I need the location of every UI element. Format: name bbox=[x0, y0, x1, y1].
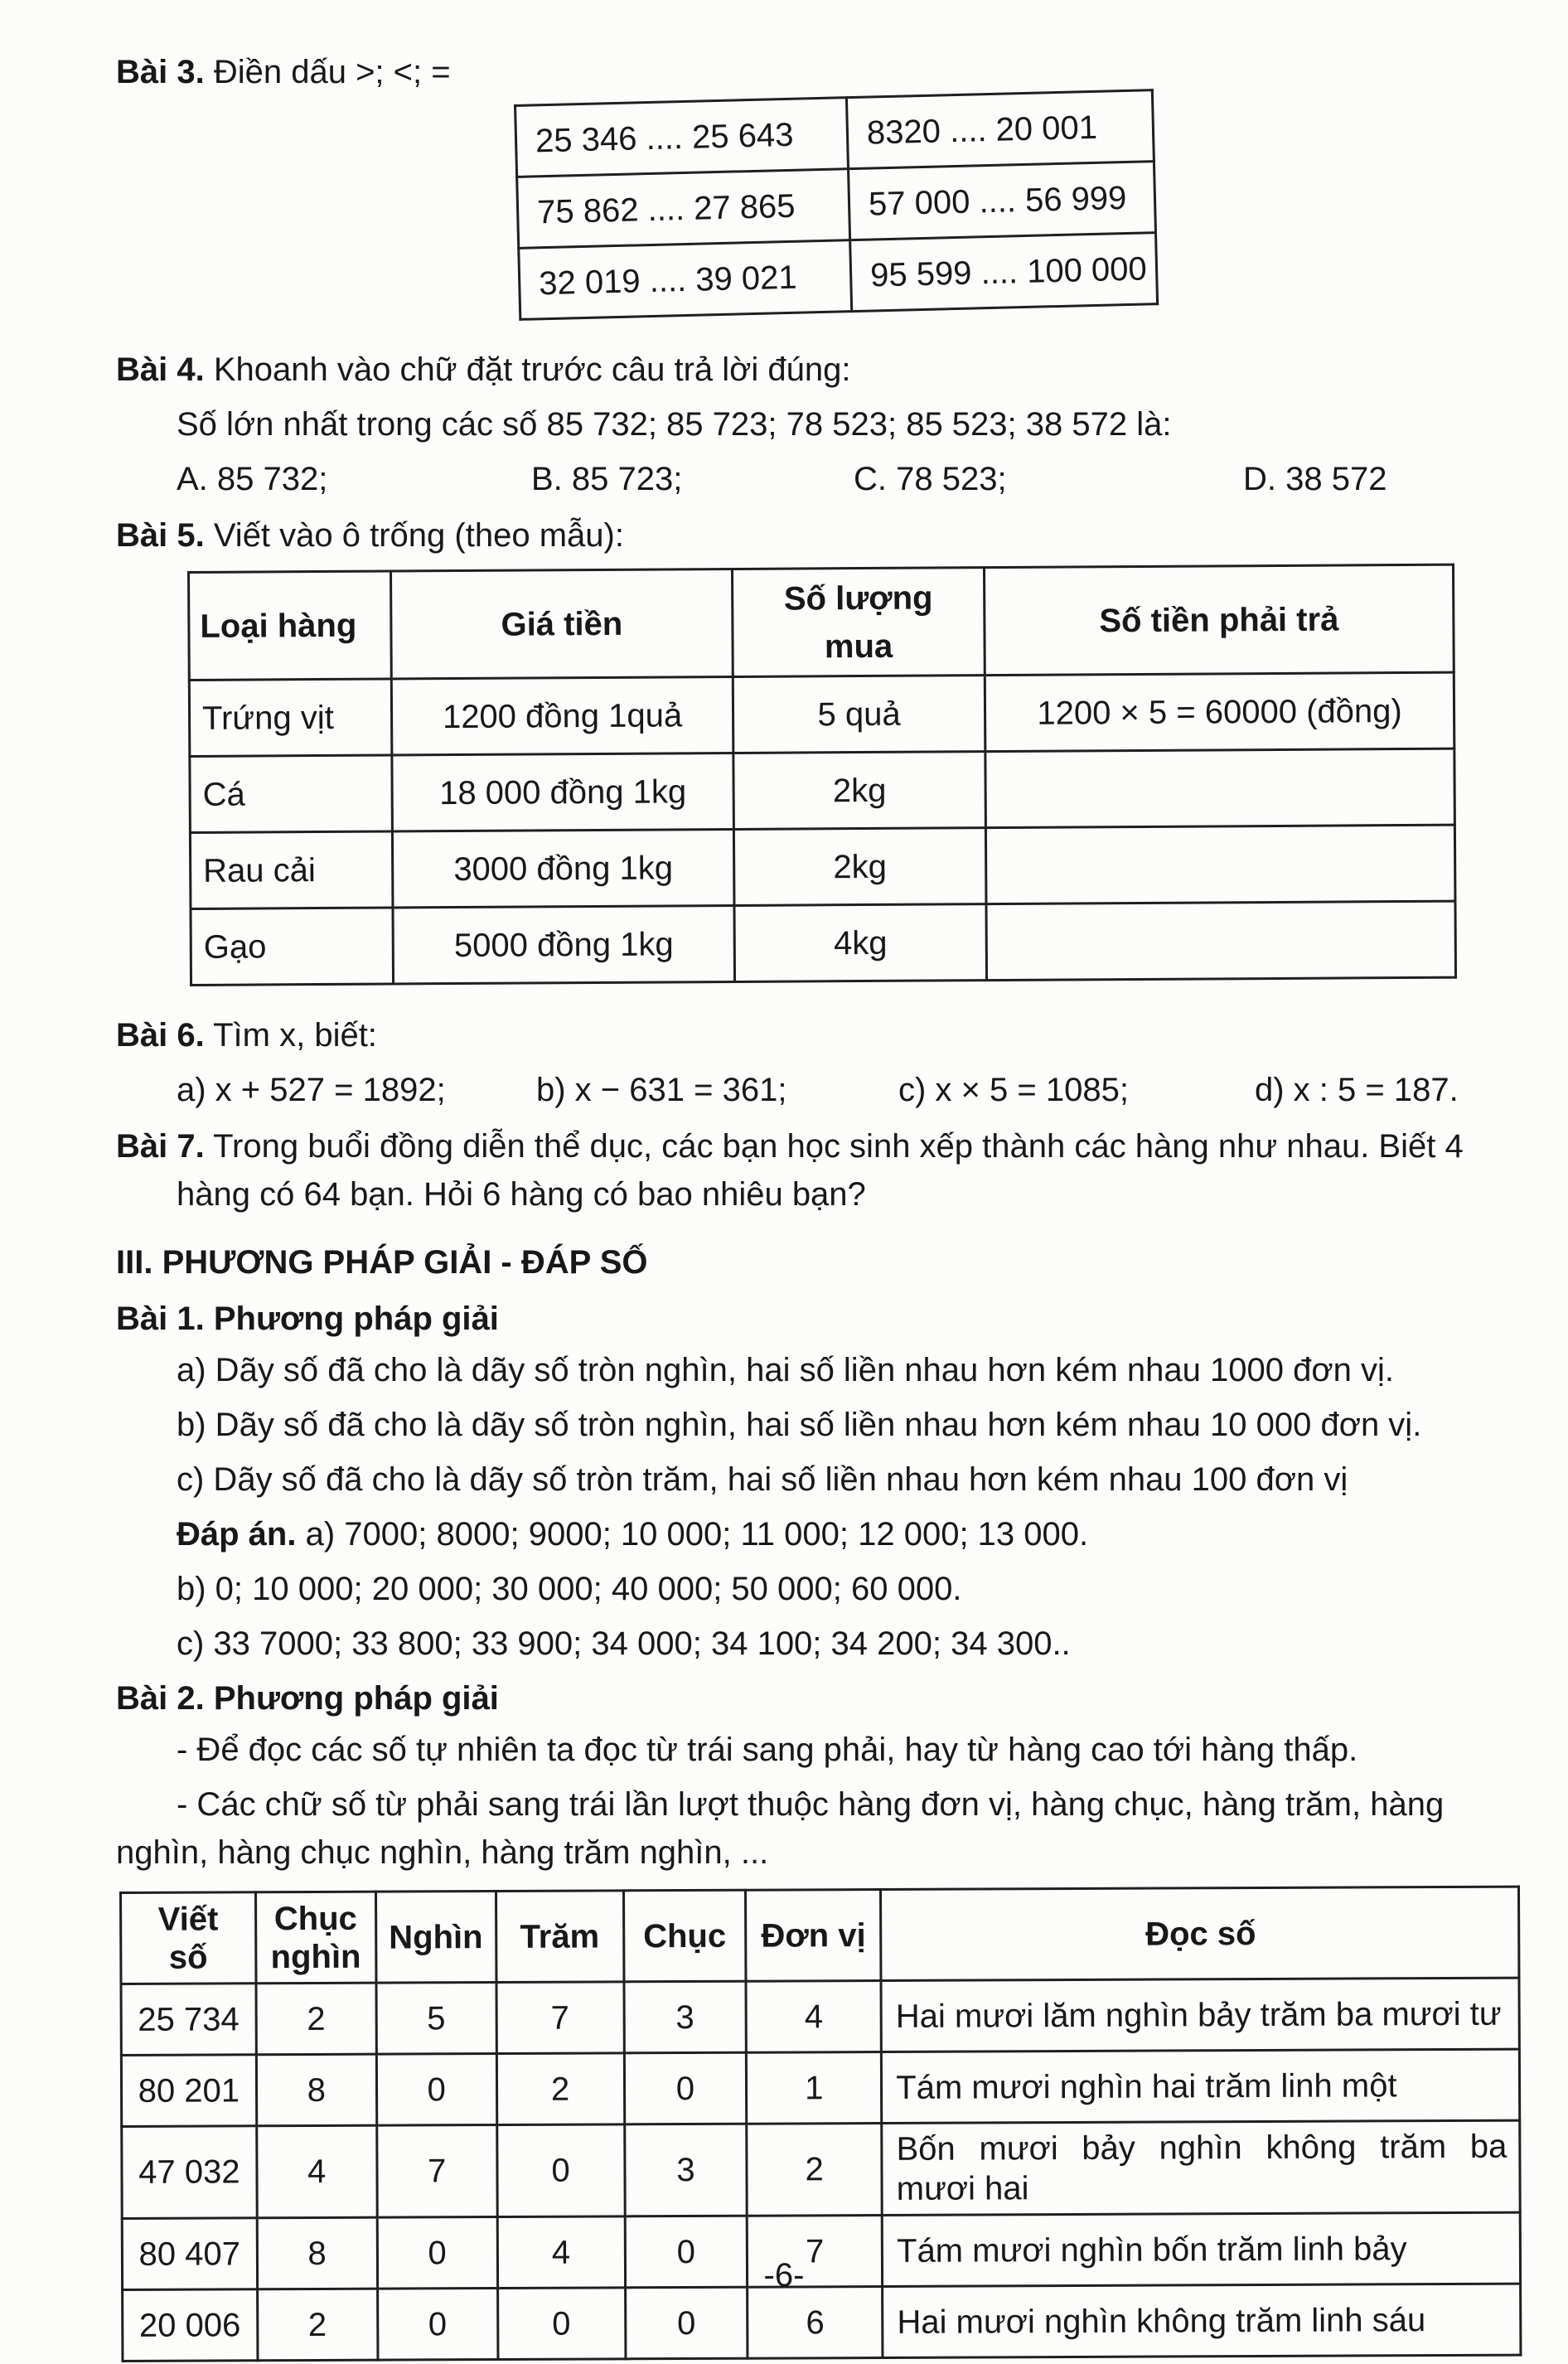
bai3-instruction: Điền dấu >; <; = bbox=[213, 54, 451, 90]
table-header-row bbox=[121, 1887, 1519, 1984]
digit-cell: 5 bbox=[376, 1983, 496, 2055]
item-cell: Cá bbox=[190, 755, 393, 832]
bai5-heading bbox=[116, 511, 1520, 560]
header-loai-hang: Loại hàng bbox=[189, 571, 392, 680]
digit-cell: 0 bbox=[496, 2124, 624, 2217]
total-cell bbox=[985, 825, 1455, 903]
table-row bbox=[191, 901, 1456, 985]
digit-cell: 7 bbox=[376, 2125, 496, 2218]
part-b: b) x − 631 = 361; bbox=[536, 1072, 787, 1108]
reading-cell: Hai mươi lăm nghìn bảy trăm ba mươi tư bbox=[881, 1978, 1519, 2052]
header-so-luong: Số lượng mua bbox=[732, 568, 985, 677]
option-b: B. 85 723; bbox=[531, 461, 683, 497]
digit-cell: 0 bbox=[624, 2052, 747, 2124]
price-cell: 18 000 đồng 1kg bbox=[392, 753, 734, 831]
digit-cell: 2 bbox=[257, 2289, 377, 2361]
bai7-title: Bài 7. bbox=[116, 1128, 205, 1165]
bai4-heading bbox=[116, 346, 1520, 394]
compare-cell: 32 019 .... 39 021 bbox=[519, 240, 852, 320]
compare-cell: 95 599 .... 100 000 bbox=[850, 233, 1158, 312]
bai6-instruction: Tìm x, biết: bbox=[213, 1017, 377, 1054]
digit-cell: 8 bbox=[256, 2054, 376, 2126]
qty-cell: 4kg bbox=[734, 904, 987, 982]
compare-cell: 57 000 .... 56 999 bbox=[849, 162, 1156, 240]
bai7-text: Trong buổi đồng diễn thể dục, các bạn học sinh xếp thành các hàng như nhau. Biết 4 hàng có 64 bạn. Hỏi 6 hàng có bao nhiêu bạn? bbox=[177, 1128, 1464, 1213]
compare-cell: 75 862 .... 27 865 bbox=[517, 169, 850, 249]
digit-cell: 0 bbox=[497, 2288, 625, 2360]
bai1-line-c: c) Dãy số đã cho là dãy số tròn trăm, hai số liền nhau hơn kém nhau 100 đơn vị bbox=[177, 1461, 1348, 1498]
bai3-title: Bài 3. bbox=[116, 54, 205, 90]
number-cell: 20 006 bbox=[123, 2289, 258, 2362]
bai2-line1: - Để đọc các số tự nhiên ta đọc từ trái sang phải, hay từ hàng cao tới hàng thấp. bbox=[177, 1732, 1358, 1768]
compare-cell: 8320 .... 20 001 bbox=[846, 90, 1154, 169]
table-row bbox=[189, 672, 1454, 756]
header-viet-so: Viết số bbox=[121, 1892, 256, 1984]
digit-cell: 1 bbox=[747, 2052, 882, 2124]
digit-cell: 6 bbox=[748, 2286, 883, 2358]
header-so-tien: Số tiền phải trả bbox=[984, 564, 1454, 675]
qty-cell: 2kg bbox=[733, 752, 986, 830]
bai2-method-title: Bài 2. Phương pháp giải bbox=[116, 1680, 499, 1717]
reading-cell: Hai mươi nghìn không trăm linh sáu bbox=[883, 2284, 1521, 2357]
bai6-parts bbox=[116, 1066, 1520, 1117]
number-cell: 25 734 bbox=[121, 1984, 256, 2056]
total-cell bbox=[985, 748, 1455, 827]
table-row bbox=[122, 2120, 1520, 2218]
digit-cell: 4 bbox=[746, 1980, 881, 2052]
option-a: A. 85 732; bbox=[177, 461, 328, 497]
reading-cell: Tám mươi nghìn bốn trăm linh bảy bbox=[882, 2212, 1520, 2286]
digit-cell: 4 bbox=[497, 2216, 625, 2289]
digit-cell: 8 bbox=[257, 2217, 377, 2289]
compare-cell: 25 346 .... 25 643 bbox=[515, 98, 849, 177]
bai1-dapan-c: c) 33 7000; 33 800; 33 900; 34 000; 34 100; 34 200; 34 300.. bbox=[177, 1625, 1071, 1662]
header-chuc-nghin: Chục nghìn bbox=[255, 1892, 375, 1984]
header-chuc: Chục bbox=[623, 1890, 746, 1982]
section3-heading: III. PHƯƠNG PHÁP GIẢI - ĐÁP SỐ bbox=[116, 1244, 648, 1281]
header-nghin: Nghìn bbox=[375, 1892, 496, 1984]
digit-cell: 7 bbox=[496, 1982, 624, 2054]
total-cell: 1200 × 5 = 60000 (đồng) bbox=[985, 672, 1454, 751]
bai7-paragraph bbox=[116, 1122, 1520, 1218]
bai5-instruction: Viết vào ô trống (theo mẫu): bbox=[213, 517, 624, 554]
bai6-title: Bài 6. bbox=[116, 1017, 205, 1054]
total-cell bbox=[986, 901, 1456, 980]
price-cell: 5000 đồng 1kg bbox=[393, 905, 735, 984]
dapan-label: Đáp án. bbox=[177, 1516, 297, 1553]
item-cell: Gạo bbox=[191, 908, 394, 985]
page-number: -6- bbox=[763, 2257, 805, 2294]
number-cell: 80 407 bbox=[122, 2218, 257, 2290]
header-gia-tien: Giá tiền bbox=[391, 569, 733, 679]
digit-cell: 2 bbox=[496, 2053, 624, 2125]
bai4-question: Số lớn nhất trong các số 85 732; 85 723; 78 523; 85 523; 38 572 là: bbox=[177, 406, 1172, 443]
table-row bbox=[121, 2049, 1519, 2126]
number-cell: 80 201 bbox=[121, 2055, 256, 2127]
qty-cell: 5 quả bbox=[733, 676, 985, 753]
table-row bbox=[190, 825, 1455, 908]
table-row bbox=[190, 748, 1455, 832]
reading-cell: Bốn mươi bảy nghìn không trăm ba mươi hai bbox=[882, 2120, 1520, 2215]
item-cell: Rau cải bbox=[190, 831, 393, 908]
table-row bbox=[121, 1978, 1519, 2055]
bai3-compare-table bbox=[514, 89, 1159, 321]
bai6-heading bbox=[116, 1011, 1520, 1059]
dapan-a: a) 7000; 8000; 9000; 10 000; 11 000; 12 000; 13 000. bbox=[305, 1516, 1089, 1553]
part-c: c) x × 5 = 1085; bbox=[898, 1072, 1129, 1108]
digit-cell: 3 bbox=[623, 1981, 746, 2053]
digit-cell: 2 bbox=[256, 1983, 376, 2055]
bai5-title: Bài 5. bbox=[116, 517, 205, 554]
bai4-instruction: Khoanh vào chữ đặt trước câu trả lời đúng: bbox=[213, 351, 851, 388]
table-header-row bbox=[189, 564, 1454, 680]
digit-cell: 3 bbox=[624, 2124, 747, 2216]
digit-cell: 0 bbox=[376, 2054, 496, 2126]
bai1-method-title: Bài 1. Phương pháp giải bbox=[116, 1301, 499, 1337]
header-don-vi: Đơn vị bbox=[746, 1889, 881, 1981]
digit-cell: 7 bbox=[748, 2215, 883, 2287]
digit-cell: 0 bbox=[377, 2217, 497, 2289]
item-cell: Trứng vịt bbox=[189, 679, 392, 756]
option-d: D. 38 572 bbox=[1243, 461, 1387, 497]
bai1-line-a: a) Dãy số đã cho là dãy số tròn nghìn, hai số liền nhau hơn kém nhau 1000 đơn vị. bbox=[177, 1352, 1394, 1388]
digit-cell: 0 bbox=[625, 2216, 748, 2288]
bai4-title: Bài 4. bbox=[116, 351, 205, 388]
header-tram: Trăm bbox=[496, 1891, 623, 1983]
qty-cell: 2kg bbox=[733, 828, 986, 906]
digit-cell: 0 bbox=[377, 2289, 497, 2361]
header-doc-so: Đọc số bbox=[881, 1887, 1519, 1980]
bai2-line2: - Các chữ số từ phải sang trái lần lượt thuộc hàng đơn vị, hàng chục, hàng trăm, hàng nghìn, hàng chục nghìn, hàng trăm nghìn, ... bbox=[116, 1786, 1445, 1871]
reading-cell: Tám mươi nghìn hai trăm linh một bbox=[882, 2049, 1520, 2123]
part-d: d) x : 5 = 187. bbox=[1255, 1072, 1459, 1108]
table-row bbox=[519, 233, 1157, 320]
bai4-options bbox=[116, 455, 1520, 506]
bai1-line-b: b) Dãy số đã cho là dãy số tròn nghìn, hai số liền nhau hơn kém nhau 10 000 đơn vị. bbox=[177, 1407, 1422, 1443]
part-a: a) x + 527 = 1892; bbox=[177, 1072, 446, 1108]
number-cell: 47 032 bbox=[122, 2126, 257, 2219]
price-cell: 1200 đồng 1quả bbox=[391, 676, 733, 755]
option-c: C. 78 523; bbox=[854, 461, 1007, 497]
digit-cell: 4 bbox=[256, 2125, 376, 2218]
bai1-dapan-b: b) 0; 10 000; 20 000; 30 000; 40 000; 50 000; 60 000. bbox=[177, 1571, 962, 1607]
digit-cell: 0 bbox=[625, 2287, 748, 2359]
bai5-goods-table bbox=[187, 564, 1457, 986]
price-cell: 3000 đồng 1kg bbox=[392, 829, 734, 908]
bai3-heading bbox=[116, 48, 1520, 96]
bai1-dapan-line bbox=[177, 1510, 1520, 1558]
digit-cell: 2 bbox=[747, 2123, 882, 2216]
